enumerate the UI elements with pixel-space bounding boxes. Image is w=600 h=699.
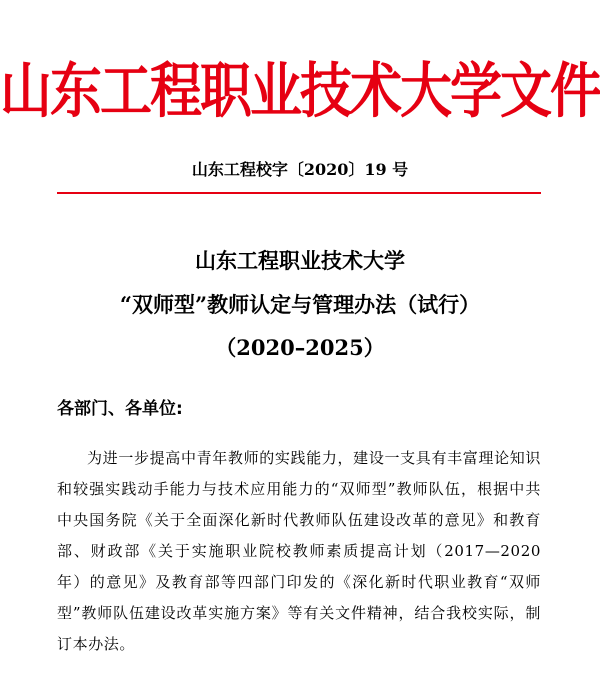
salutation: 各部门、各单位: xyxy=(57,399,183,419)
red-masthead-title: 山东工程职业技术大学文件 xyxy=(0,57,600,127)
document-title-line-3: （2020–2025） xyxy=(215,335,385,360)
document-number: 山东工程校字〔2020〕19 号 xyxy=(191,160,409,179)
document-title-line-1: 山东工程职业技术大学 xyxy=(195,248,405,273)
red-divider-line xyxy=(57,192,541,194)
document-title-line-2: “双师型”教师认定与管理办法（试行） xyxy=(119,292,481,317)
body-paragraph: 为进一步提高中青年教师的实践能力，建设一支具有丰富理论知识和较强实践动手能力与技术应用能力的“双师型”教师队伍，根据中共中央国务院《关于全面深化新时代教师队伍建设改革的意见》和教育部、财政部《关于实施职业院校教师素质提高计划（2017—2020 年）的意见》及教育部等四部门印发的《深化新时代职业教育“双师型”教师队伍建设改革实施方案》等有关文件精神，结合我校实际，制订本办法。 xyxy=(57,449,541,653)
